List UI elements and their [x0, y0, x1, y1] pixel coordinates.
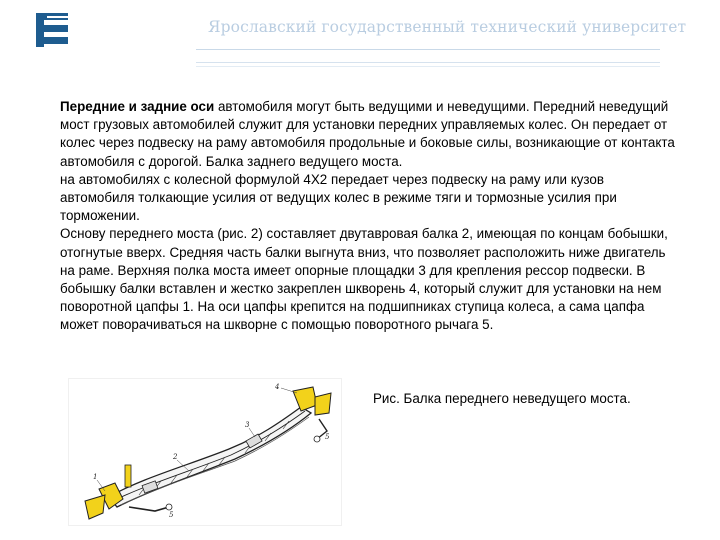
header-divider — [196, 49, 660, 50]
figure-label-2: 2 — [173, 453, 178, 461]
axle-beam-drawing — [109, 407, 311, 507]
university-logo-icon — [36, 13, 68, 47]
axle-beam-figure — [68, 378, 342, 526]
paragraph-3: Основу переднего моста (рис. 2) составляет двутавровая балка 2, имеющая по концам бобышки, отогнутые вверх. Средняя часть балки выгнута вниз, что позволяет расположить ниже двигатель на раме. Верхняя полка моста имеет опорные площадки 3 для крепления рессор подвески. В бобышку балки вставлен и жестко закреплен шкворень 4, который служит для установки на нем поворотной цапфы 1. На оси цапфы крепится на подшипниках ступица колеса, а сама цапфа может поворачиваться на шкворне с помощью поворотного рычага 5. — [60, 226, 668, 333]
paragraph-1 — [60, 98, 678, 171]
figure-caption: Рис. Балка переднего неведущего моста. — [373, 391, 631, 406]
header-divider — [196, 66, 660, 67]
main-text — [60, 98, 678, 335]
university-name: Ярославский государственный технический университет — [208, 18, 687, 36]
figure-label-1: 1 — [93, 473, 98, 481]
header-divider — [196, 62, 660, 63]
figure-label-3: 3 — [245, 421, 250, 429]
figure-label-4: 4 — [275, 383, 280, 391]
figure-label-5: 5 — [169, 511, 174, 519]
paragraph-2: на автомобилях с колесной формулой 4Х2 передает через подвеску на раму или кузов автомобиля толкающие усилия от ведущих колес в режиме тяги и тормозные усилия при торможении. — [60, 171, 617, 224]
paragraph-1-text: автомобиля могут быть ведущими и неведущими. Передний неведущий мост грузовых автомобилей служит для установки передних управляемых колес. Он передает от колес через подвеску на раму автомобиля продольные и боковые силы, возникающие от контакта автомобиля с дорогой. Балка заднего ведущего моста. — [60, 99, 675, 169]
paragraph-1-heading: Передние и задние оси — [60, 99, 215, 114]
figure-label-5: 5 — [325, 433, 330, 441]
